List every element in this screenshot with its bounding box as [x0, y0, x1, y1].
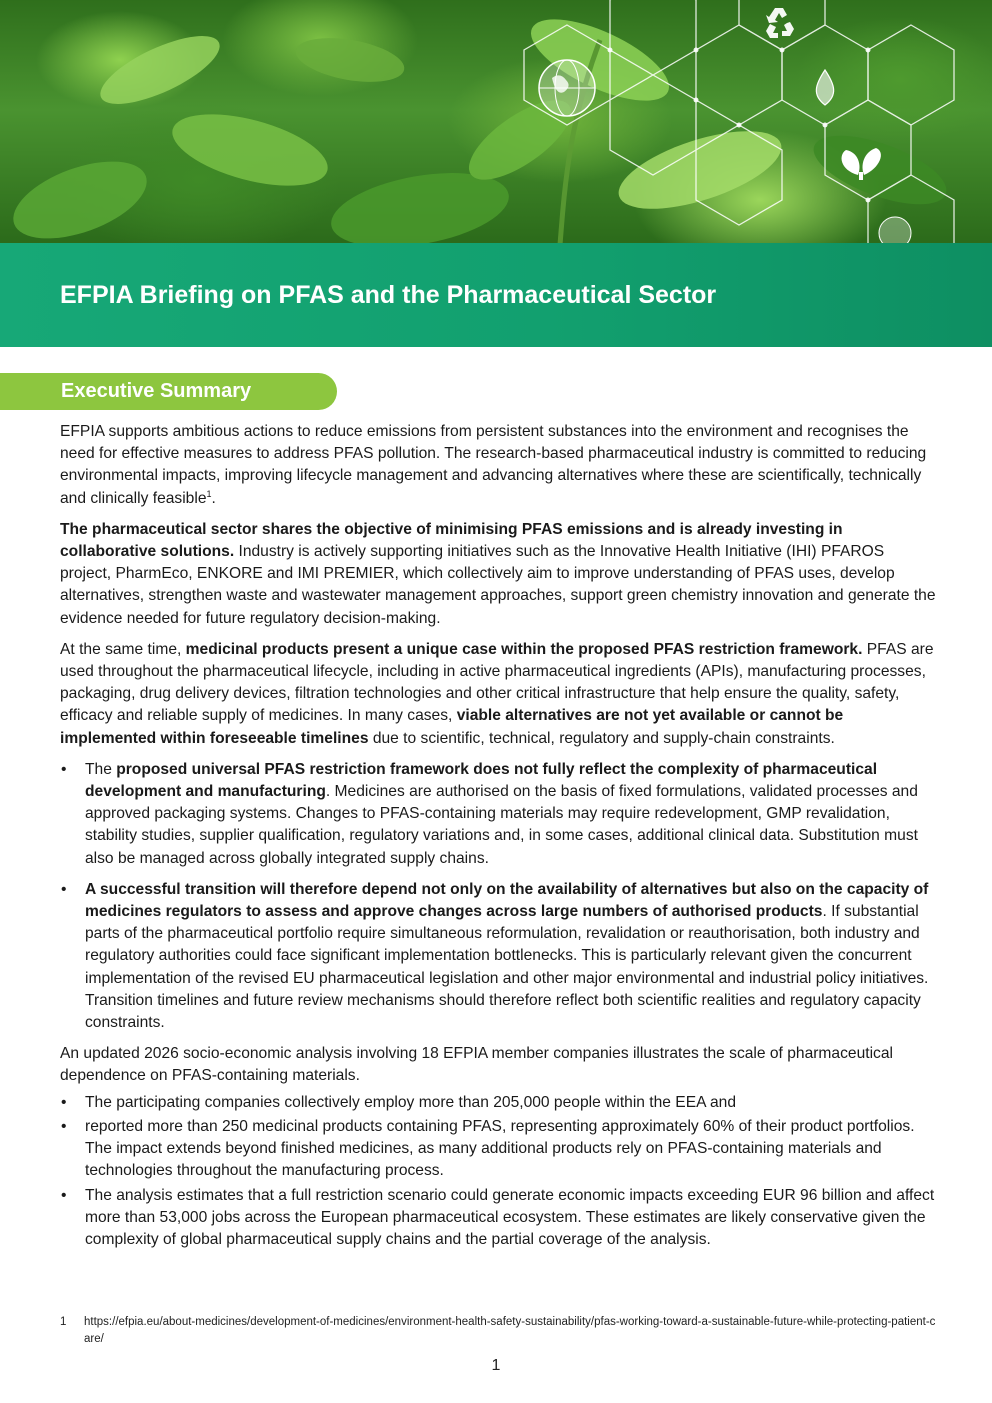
- page-number: 1: [491, 1357, 501, 1374]
- paragraph-intro-end: .: [211, 489, 216, 507]
- bullet-framework-a: The: [85, 760, 117, 778]
- section-heading-pill: [0, 373, 337, 410]
- bullet-item-transition: [60, 879, 936, 1034]
- page-title: EFPIA Briefing on PFAS and the Pharmaceutical Sector: [60, 281, 717, 309]
- bullet-transition-text: . If substantial parts of the pharmaceutical portfolio require simultaneous reformulation, revalidation or reauthorisation, both industry and regulatory authorities could face significant implementation bottlenecks. This is particularly relevant given the concurrent implementation of the revised EU pharmaceutical legislation and other major environmental and industrial policy initiatives. Transition timelines and future review mechanisms should therefore reflect both scientific realities and regulatory capacity constraints.: [85, 903, 929, 1032]
- main-content: [60, 421, 936, 1260]
- footnote-link[interactable]: https://efpia.eu/about-medicines/development-of-medicines/environment-health-safety-sustainability/pfas-working-toward-a-sustainable-future-while-protecting-patient-care/: [84, 1316, 936, 1345]
- hero-image: [0, 0, 992, 245]
- bullet-item-framework: [60, 759, 936, 870]
- title-band: [0, 243, 992, 347]
- paragraph-unique-case-a: At the same time,: [60, 640, 186, 658]
- paragraph-analysis: An updated 2026 socio-economic analysis involving 18 EFPIA member companies illustrates the scale of pharmaceutical dependence on PFAS-containing materials.: [60, 1045, 893, 1085]
- paragraph-collaboration: [60, 519, 936, 630]
- paragraph-unique-case: [60, 639, 936, 750]
- leaves-foliage: [3, 3, 954, 245]
- paragraph-collaboration-bold: The pharmaceutical sector shares the objective of minimising PFAS emissions and is already investing in collaborative solutions.: [60, 520, 843, 561]
- footnote-reference: 1: [206, 488, 212, 499]
- paragraph-unique-case-bold-1: medicinal products present a unique case within the proposed PFAS restriction framework.: [185, 640, 863, 658]
- hero-illustration: [0, 0, 992, 245]
- water-drop-icon: [816, 70, 833, 105]
- paragraph-intro-text: EFPIA supports ambitious actions to reduce emissions from persistent substances into the environment and recognises the need for effective measures to address PFAS pollution. The research-based pharmaceutical industry is committed to reducing environmental impacts, improving lifecycle management and advancing alternatives where these are scientifically, technically and clinically feasible: [60, 423, 927, 507]
- bullet-item-impact: • The analysis estimates that a full restriction scenario could generate economic impacts exceeding EUR 96 billion and affect more than 53,000 jobs across the European pharmaceutical ecosystem. These estimates are likely conservative given the complexity of global pharmaceutical supply chains and the partial coverage of the analysis.: [60, 1185, 936, 1252]
- bullet-list-analysis: [60, 1092, 936, 1251]
- paragraph-intro: [60, 421, 936, 510]
- paragraph-unique-case-bold-2: viable alternatives are not yet available or cannot be implemented within foreseeable timelines: [60, 707, 844, 747]
- bullet-item-products: • reported more than 250 medicinal products containing PFAS, representing approximately 60% of their product portfolios. The impact extends beyond finished medicines, as many additional products rely on PFAS-containing materials and technologies throughout the manufacturing process.: [60, 1116, 936, 1183]
- section-heading: Executive Summary: [61, 380, 252, 402]
- bullet-framework-c: . Medicines are authorised on the basis of fixed formulations, validated processes and approved packaging systems. Changes to PFAS-containing materials may require redevelopment, GMP revalidation, stability studies, supplier qualification, regulatory variations and, in some cases, additional clinical data. Substitution must also be managed across globally integrated supply chains.: [85, 783, 918, 867]
- molecule-icon: [879, 217, 911, 245]
- globe-icon: [539, 60, 595, 116]
- footnote: [60, 1314, 936, 1348]
- bullet-framework-bold: proposed universal PFAS restriction framework does not fully reflect the complexity of pharmaceutical development and manufacturing: [85, 760, 878, 801]
- recycle-icon: [766, 8, 794, 38]
- paragraph-collaboration-text: Industry is actively supporting initiatives such as the Innovative Health Initiative (IHI) PFAROS project, PharmEco, ENKORE and IMI PREMIER, which collectively aim to improve understanding of PFAS uses, develop alternatives, strengthen waste and wastewater management approaches, support green chemistry innovation and generate the evidence needed for future regulatory decision-making.: [60, 543, 936, 627]
- bullet-transition-bold: A successful transition will therefore depend not only on the availability of alternatives but also on the capacity of medicines regulators to assess and approve changes across large numbers of authorised products: [85, 880, 929, 921]
- bullet-list-framework: [60, 759, 936, 1034]
- paragraph-unique-case-c: PFAS are used throughout the pharmaceutical lifecycle, including in active pharmaceutical ingredients (APIs), manufacturing processes, packaging, drug delivery devices, filtration technologies and other critical infrastructure that help ensure the quality, safety, efficacy and reliable supply of medicines. In many cases,: [60, 640, 934, 725]
- footnote-number: 1: [60, 1316, 67, 1328]
- bullet-item-employment: • The participating companies collectively employ more than 205,000 people within the EEA and: [60, 1092, 936, 1114]
- paragraph-unique-case-e: due to scientific, technical, regulatory and supply-chain constraints.: [368, 729, 835, 747]
